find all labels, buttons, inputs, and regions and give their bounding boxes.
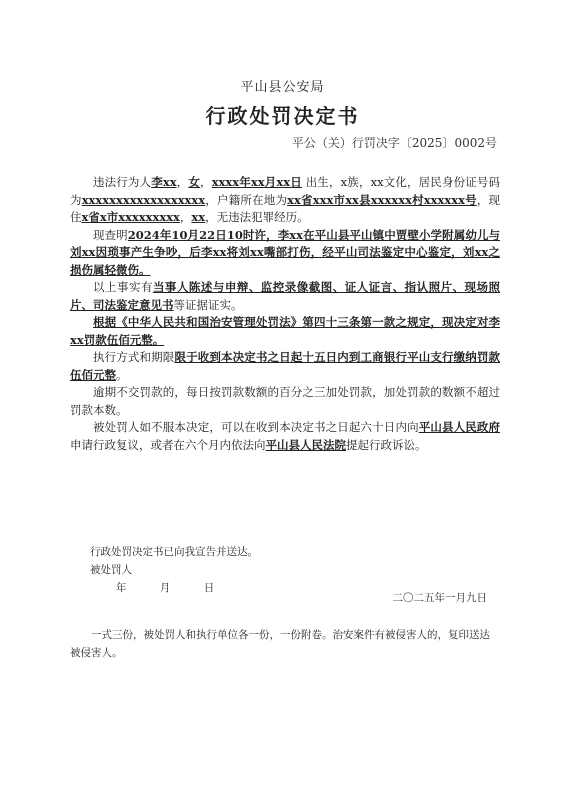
offender-hukou: xx省xxx市xx县xxxxxx村xxxxxx号 — [287, 192, 477, 207]
offender-dob: xxxx年xx月xx日 — [211, 175, 302, 189]
copies-note: 一式三份，被处罚人和执行单位各一份，一份附卷。治安案件有被侵害人的，复印送达被侵害人。 — [70, 629, 490, 659]
service-statement: 行政处罚决定书已向我宣告并送达。 — [90, 546, 258, 558]
comma: ， — [200, 175, 212, 189]
late-fee-paragraph: 逾期不交罚款的，每日按罚款数额的百分之三加处罚款，加处罚款的数额不超过罚款本数。 — [70, 385, 500, 417]
offender-id-number: xxxxxxxxxxxxxxxxxx — [81, 192, 206, 207]
comma: ， — [176, 175, 189, 189]
execution-method: 限于收到本决定书之日起十五日内到工商银行平山支行缴纳罚款伍佰元整 — [70, 350, 501, 382]
issuing-agency: 平山县公安局 — [240, 80, 325, 95]
offender-address-detail: xx — [191, 210, 206, 224]
document-number: 平公（关）行罚决字〔2025〕0002号 — [291, 136, 497, 150]
facts-paragraph — [70, 227, 500, 280]
day-label: 日 — [203, 582, 215, 594]
facts-label: 现查明 — [93, 227, 128, 242]
month-label: 月 — [159, 582, 171, 594]
residence-label: ，现住 — [70, 192, 501, 224]
comma: ， — [179, 210, 192, 224]
appeal-paragraph — [70, 419, 500, 454]
decision-paragraph — [70, 314, 500, 349]
offender-gender: 女 — [188, 175, 201, 189]
execution-paragraph — [70, 349, 500, 384]
court-name: 平山县人民法院 — [265, 437, 346, 452]
appeal-text-2: 申请行政复议，或者在六个月内依法向 — [70, 437, 266, 452]
record-text: ，无违法犯罪经历。 — [205, 210, 309, 224]
year-label: 年 — [116, 582, 127, 594]
review-authority: 平山县人民政府 — [418, 420, 500, 434]
offender-address: x省x市xxxxxxxxx — [81, 210, 180, 224]
evidence-list: 当事人陈述与申辩、监控录像截图、证人证言、指认照片、现场照片、司法鉴定意见书 — [70, 280, 501, 312]
evidence-paragraph — [70, 279, 500, 314]
execution-label: 执行方式和期限 — [93, 350, 175, 364]
offender-info-paragraph — [70, 174, 500, 227]
issue-date: 二〇二五年一月九日 — [392, 592, 487, 604]
period: 。 — [116, 367, 128, 382]
document-body — [70, 174, 500, 454]
hukou-label: ，户籍所在地为 — [205, 192, 288, 207]
facts-text: 2024年10月22日10时许，李xx在平山县平山镇中贾壁小学附属幼儿与刘xx因琐事产生争吵，后李xx将刘xx嘴部打伤，经平山司法鉴定中心鉴定，刘xx之损伤属轻微伤。 — [70, 227, 501, 277]
signature-date-line — [116, 580, 244, 596]
evidence-label: 以上事实有 — [93, 280, 153, 294]
recipient-label: 被处罚人 — [90, 564, 132, 576]
offender-info-text: 出生，x族，xx文化，居民身份证号码为 — [70, 175, 501, 207]
offender-name: 李xx — [151, 175, 177, 189]
appeal-text-3: 提起行政诉讼。 — [346, 437, 427, 452]
decision-text: 根据《中华人民共和国治安管理处罚法》第四十三条第一款之规定，现决定对李xx罚款伍佰元整。 — [70, 315, 500, 347]
label-offender: 违法行为人 — [93, 175, 152, 189]
appeal-text: 被处罚人如不服本决定，可以在收到本决定书之日起六十日内向 — [93, 420, 419, 434]
document-title: 行政处罚决定书 — [205, 104, 360, 128]
evidence-suffix: 等证据证实。 — [173, 297, 243, 312]
